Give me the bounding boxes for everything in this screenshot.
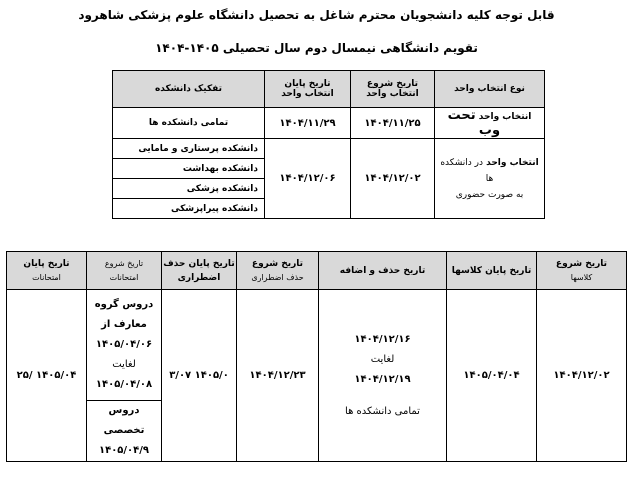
announcement-title: قابل توجه کلیه دانشجویان محترم شاغل به تحصیل دانشگاه علوم پزشکی شاهرود [78, 8, 555, 22]
header-class-start-line1: تاریخ شروع [555, 258, 608, 269]
calendar-title: تقویم دانشگاهی نیمسال دوم سال تحصیلی ۱۴۰۵-۱۴۰۴ [155, 41, 478, 55]
header-emergency-end-line2: اضطراری [177, 272, 221, 283]
inperson-type-rest: در دانشکده [440, 157, 483, 168]
header-add-drop: تاریخ حذف و اضافه [319, 252, 447, 290]
online-registration-row [113, 108, 545, 139]
header-exam-start [87, 252, 162, 290]
exam-general-from: ۱۴۰۵/۰۴/۰۶ [95, 339, 153, 350]
header-registration-start [351, 71, 435, 108]
online-registration-prefix: انتخاب واحد [478, 112, 532, 122]
exam-special-line1: دروس [108, 405, 140, 416]
exam-special-line2: تخصصی [103, 425, 145, 436]
online-registration-end: ۱۴۰۴/۱۱/۲۹ [265, 108, 351, 139]
header-class-end: تاریخ پایان کلاسها [447, 252, 537, 290]
faculty-item: دانشکده پیراپزشکی [113, 199, 265, 219]
header-exam-end-line2: امتحانات [32, 272, 61, 282]
faculty-item: دانشکده بهداشت [113, 159, 265, 179]
online-registration-faculty: تمامی دانشکده ها [113, 108, 265, 139]
add-drop-from: ۱۴۰۴/۱۲/۱۶ [354, 333, 411, 345]
header-exam-start-line2: امتحانات [109, 272, 139, 282]
header-emergency-end-line1: تاریخ پایان حذف [163, 258, 235, 269]
header-emergency-end [162, 252, 237, 290]
exam-general-line2: معارف از [101, 319, 147, 330]
exam-general-until: لغایت [112, 359, 136, 370]
faculty-item: دانشکده پزشکی [113, 179, 265, 199]
inperson-type-line3: به صورت حضوری [455, 189, 524, 200]
faculty-item: دانشکده پرستاری و مامایی [113, 139, 265, 159]
semester-dates-table [6, 251, 627, 462]
header-registration-end [265, 71, 351, 108]
online-registration-type [435, 108, 545, 139]
header-exam-end-line1: تاریخ پایان [23, 258, 70, 269]
registration-header-row [113, 71, 545, 108]
add-drop-scope: تمامی دانشکده ها [345, 405, 420, 417]
class-end-value: ۱۴۰۵/۰۴/۰۴ [447, 290, 537, 462]
exam-general-to: ۱۴۰۵/۰۴/۰۸ [95, 379, 153, 390]
header-class-start [537, 252, 627, 290]
exam-general-line1: دروس گروه [94, 299, 154, 310]
header-exam-end [7, 252, 87, 290]
header-registration-type: نوع انتخاب واحد [435, 71, 545, 108]
inperson-type-line2: ها [485, 173, 494, 184]
semester-values-row [7, 290, 627, 401]
header-exam-start-line1: تاریخ شروع [104, 258, 144, 268]
header-registration-start-line2: انتخاب واحد [366, 89, 419, 99]
exam-end-value: ۱۴۰۵/۰۴ /۲۵ [7, 290, 87, 462]
header-emergency-start-line1: تاریخ شروع [251, 258, 304, 269]
emergency-end-value: ۱۴۰۵/۰ ۳/۰۷ [162, 290, 237, 462]
inperson-type-line1 [435, 155, 544, 171]
inperson-registration-end: ۱۴۰۴/۱۲/۰۶ [265, 139, 351, 219]
add-drop-until: لغایت [370, 353, 395, 365]
semester-header-row [7, 252, 627, 290]
online-registration-emphasis: تحت وب [447, 108, 501, 138]
exam-general-cell [87, 290, 162, 401]
inperson-registration-row [113, 139, 545, 159]
header-registration-end-line1: تاریخ پایان [284, 79, 331, 89]
header-emergency-start-line2: حذف اضطراری [251, 272, 304, 282]
header-registration-start-line1: تاریخ شروع [366, 79, 419, 89]
inperson-registration-type [435, 139, 545, 219]
online-registration-start: ۱۴۰۴/۱۱/۲۵ [351, 108, 435, 139]
add-drop-value [319, 290, 447, 462]
add-drop-to: ۱۴۰۴/۱۲/۱۹ [354, 373, 411, 385]
registration-table [112, 70, 545, 219]
exam-special-date: ۱۴۰۵/۰۴/۹ [98, 445, 150, 456]
exam-special-cell [87, 401, 162, 462]
inperson-registration-start: ۱۴۰۴/۱۲/۰۲ [351, 139, 435, 219]
inperson-type-prefix: انتخاب واحد [486, 157, 539, 168]
class-start-value: ۱۴۰۴/۱۲/۰۲ [537, 290, 627, 462]
header-faculty: تفکیک دانشکده [113, 71, 265, 108]
header-class-start-line2: کلاسها [570, 272, 593, 282]
emergency-start-value: ۱۴۰۴/۱۲/۲۳ [237, 290, 319, 462]
header-emergency-start [237, 252, 319, 290]
header-registration-end-line2: انتخاب واحد [281, 89, 334, 99]
